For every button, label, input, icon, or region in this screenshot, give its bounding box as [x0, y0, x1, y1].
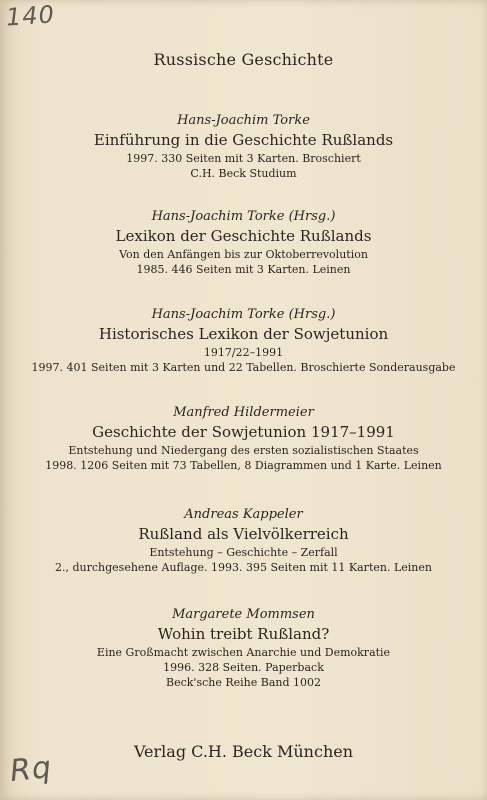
- book-author: Hans-Joachim Torke (Hrsg.): [151, 209, 336, 224]
- book-detail: 1998. 1206 Seiten mit 73 Tabellen, 8 Diagrammen und 1 Karte. Leinen: [45, 459, 442, 472]
- publisher-imprint: Verlag C.H. Beck München: [133, 742, 354, 761]
- book-title: Rußland als Vielvölkerreich: [138, 525, 349, 543]
- book-author: Hans-Joachim Torke (Hrsg.): [151, 307, 336, 322]
- book-detail: Entstehung – Geschichte – Zerfall: [149, 546, 338, 559]
- book-entry: [0, 208, 487, 277]
- book-author: Andreas Kappeler: [184, 507, 303, 522]
- book-title: Historisches Lexikon der Sowjetunion: [98, 325, 389, 343]
- book-detail: 2., durchgesehene Auflage. 1993. 395 Seiten mit 11 Karten. Leinen: [55, 561, 432, 574]
- book-detail: 1917/22–1991: [203, 346, 284, 359]
- book-title: Geschichte der Sowjetunion 1917–1991: [92, 423, 395, 441]
- book-entry: [0, 606, 487, 690]
- book-entry: [0, 506, 487, 575]
- book-entry: [0, 306, 487, 375]
- book-title: Lexikon der Geschichte Rußlands: [115, 227, 372, 245]
- book-author: Margarete Mommsen: [172, 607, 315, 622]
- book-entry: [0, 112, 487, 181]
- book-detail: 1997. 330 Seiten mit 3 Karten. Broschiert: [126, 152, 361, 165]
- book-detail: Entstehung und Niedergang des ersten sozialistischen Staates: [68, 444, 419, 457]
- book-detail: Beck'sche Reihe Band 1002: [166, 676, 321, 689]
- page-heading: Russische Geschichte: [153, 50, 334, 69]
- pencil-page-number: 140: [5, 0, 56, 32]
- book-title: Wohin treibt Rußland?: [157, 625, 330, 643]
- book-detail: Eine Großmacht zwischen Anarchie und Demokratie: [96, 646, 391, 659]
- book-detail: 1997. 401 Seiten mit 3 Karten und 22 Tabellen. Broschierte Sonderausgabe: [31, 361, 456, 374]
- book-detail: 1985. 446 Seiten mit 3 Karten. Leinen: [136, 263, 351, 276]
- book-detail: 1996. 328 Seiten. Paperback: [163, 661, 324, 674]
- book-detail: C.H. Beck Studium: [190, 167, 297, 180]
- book-author: Manfred Hildermeier: [173, 405, 314, 420]
- book-title: Einführung in die Geschichte Rußlands: [93, 131, 394, 149]
- pencil-initials: Rq: [8, 749, 54, 790]
- book-author: Hans-Joachim Torke: [177, 113, 310, 128]
- book-entry: [0, 404, 487, 473]
- book-detail: Von den Anfängen bis zur Oktoberrevolution: [119, 248, 368, 261]
